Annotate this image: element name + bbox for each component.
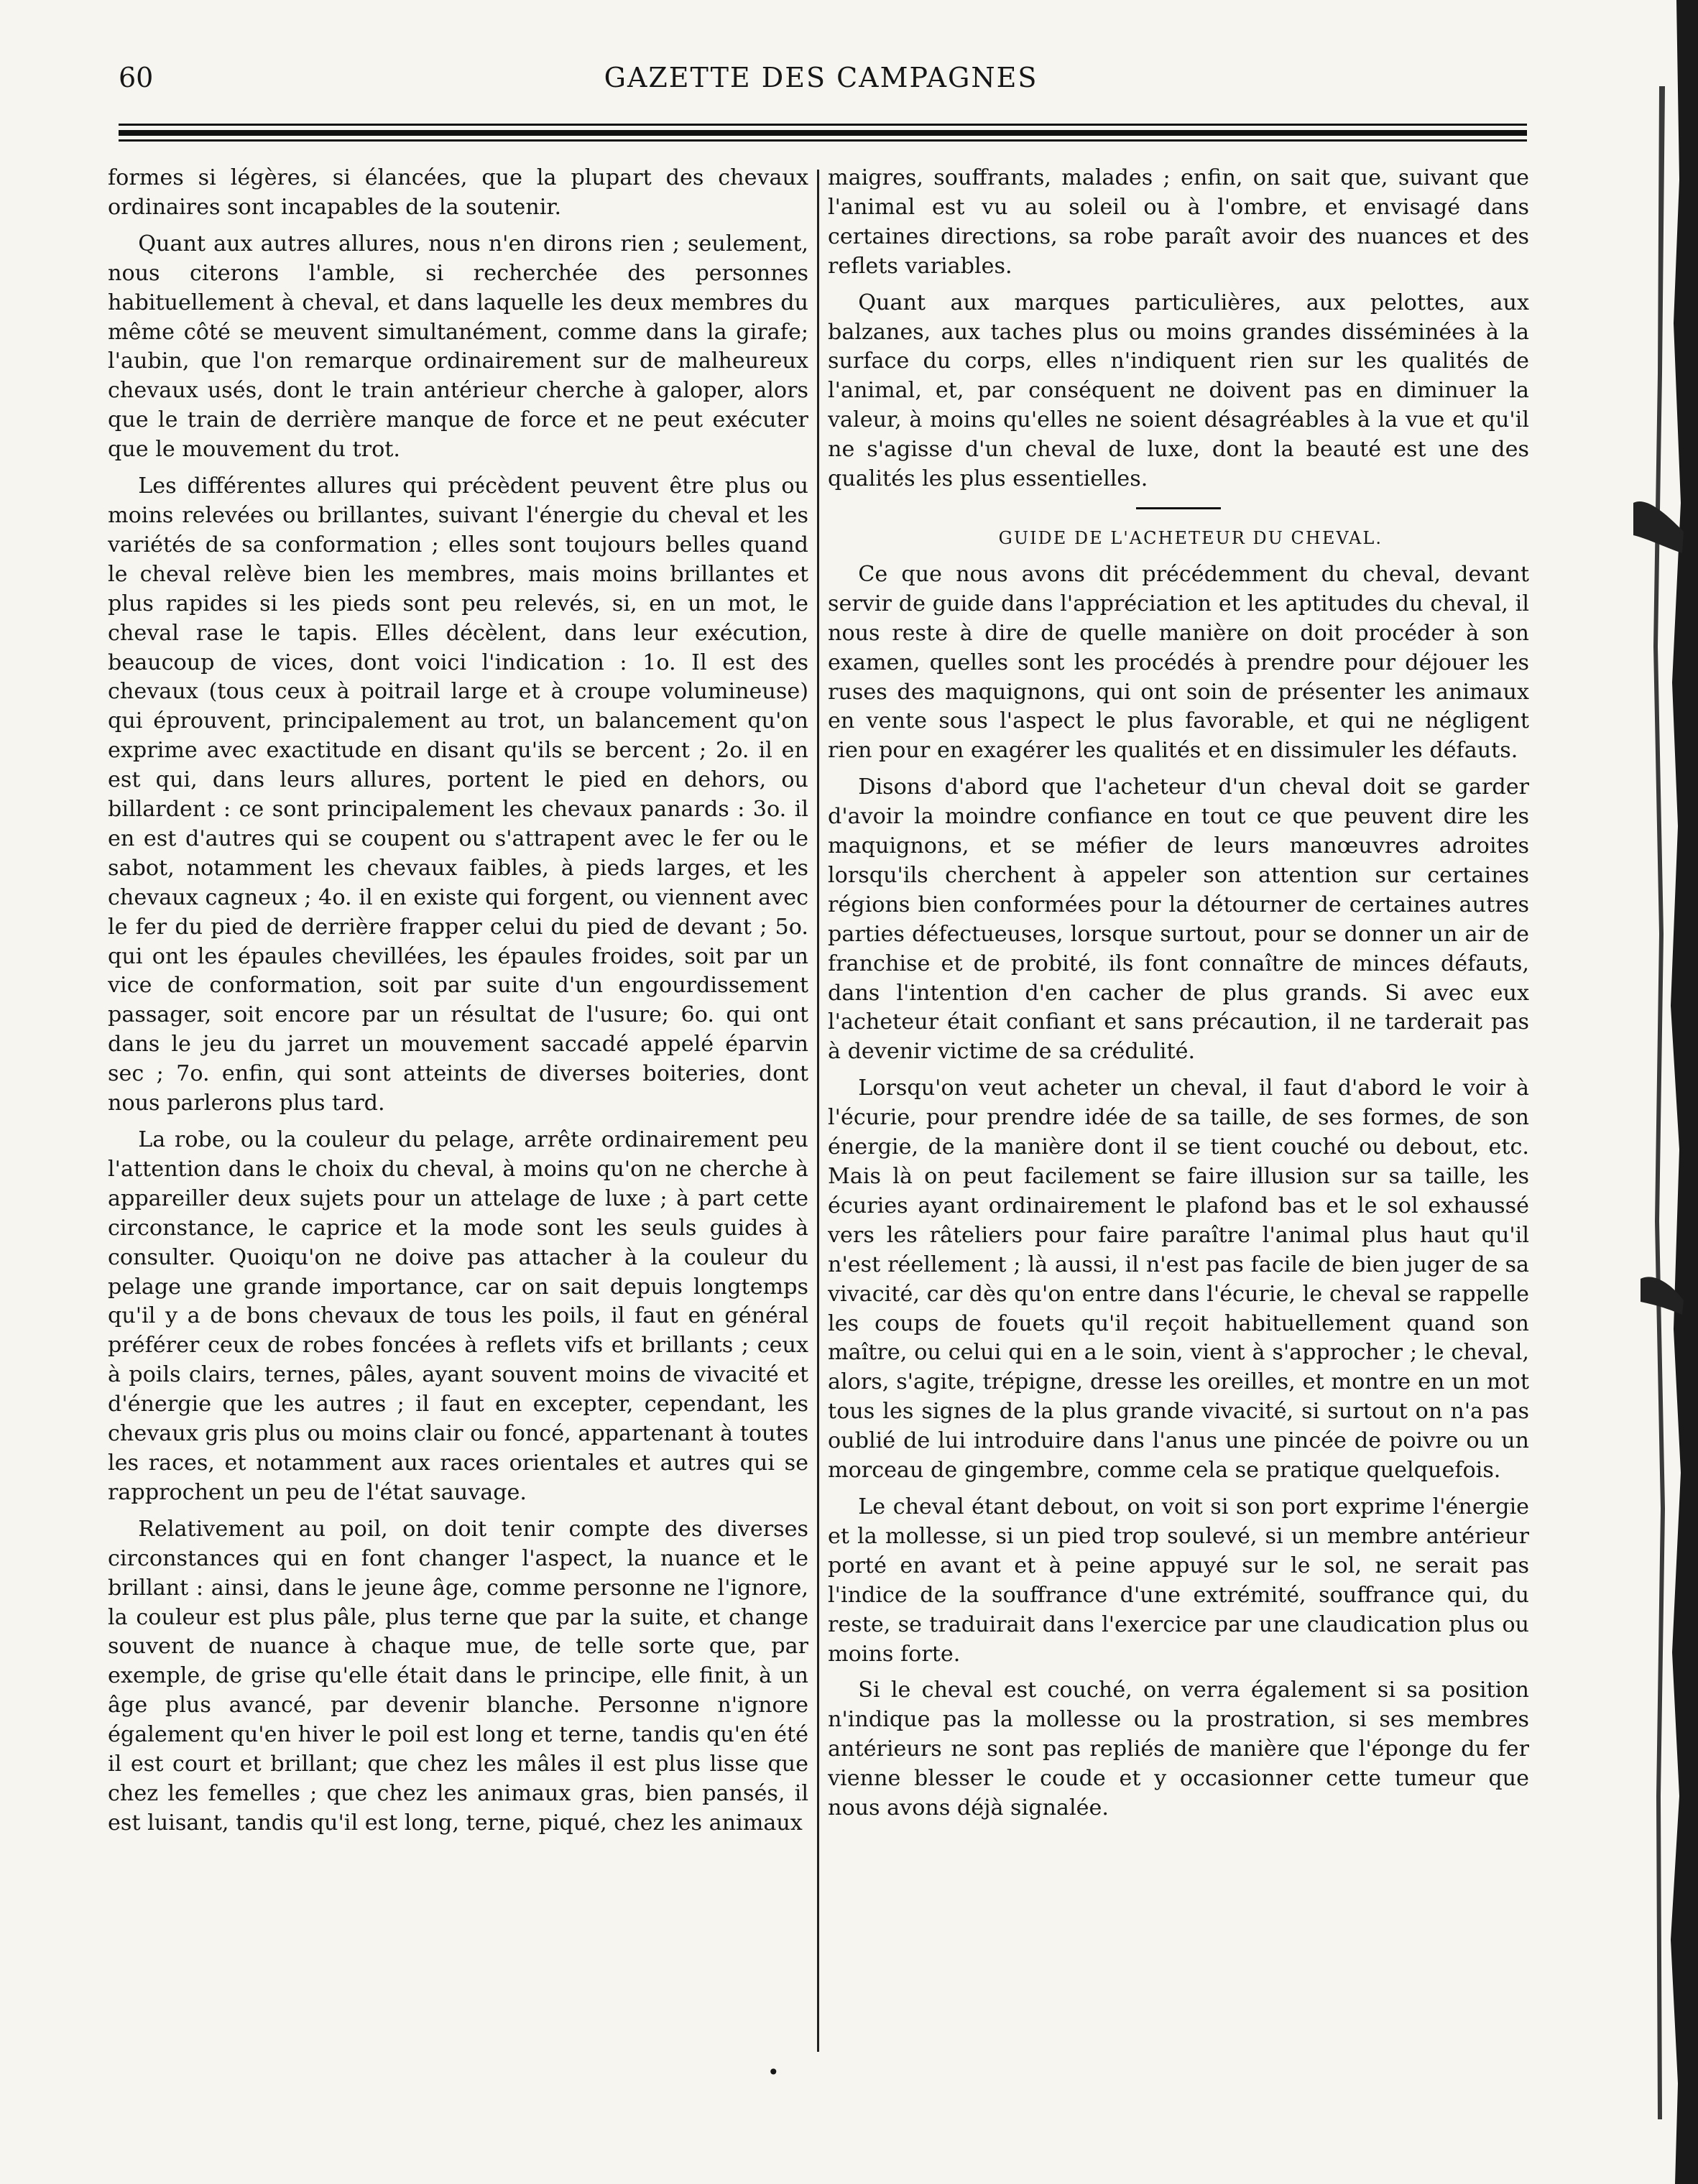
- paragraph: La robe, ou la couleur du pelage, arrête ordinairement peu l'attention dans le choix du cheval, à moins qu'on ne cherche à appareiller deux sujets pour un attelage de luxe ; à part cette circonstance, le caprice et la mode sont les seuls guides à consulter. Quoiqu'on ne doive pas attacher à la couleur du pelage une grande importance, car on sait depuis longtemps qu'il y a de bons chevaux de tous les poils, il faut en général préférer ceux de robes foncées à reflets vifs et brillants ; ceux à poils clairs, ternes, pâles, ayant souvent moins de vivacité et d'énergie que les autres ; il faut en excepter, cependant, les chevaux gris plus ou moins clair ou foncé, appartenant à toutes les races, et notamment aux races orientales et autres qui se rapprochent un peu de l'état sauvage.: [108, 1127, 808, 1505]
- scanned-binding-edge: [1590, 0, 1698, 2184]
- paragraph: Quant aux marques particulières, aux pelottes, aux balzanes, aux taches plus ou moins grandes disséminées à la surface du corps, elles n'indiquent rien sur les qualités de l'animal, et, par conséquent ne doivent pas en diminuer la valeur, à moins qu'elles ne soient désagréables à la vue et qu'il ne s'agisse d'un cheval de luxe, dont la beauté est une des qualités les plus essentielles.: [828, 290, 1529, 492]
- page-title: GAZETTE DES CAMPAGNES: [604, 62, 1038, 93]
- right-column: [828, 164, 1529, 2060]
- paragraph: maigres, souffrants, malades ; enfin, on sait que, suivant que l'animal est vu au soleil ou à l'ombre, et envisagé dans certaines directions, sa robe paraît avoir des nuances et des reflets variables.: [828, 165, 1529, 279]
- header-rule-thin: [119, 124, 1527, 126]
- page-number: 60: [119, 62, 154, 93]
- paragraph: Disons d'abord que l'acheteur d'un cheval doit se garder d'avoir la moindre confiance en tout ce que peuvent dire les maquignons, et se méfier de leurs manœuvres adroites lorsqu'ils cherchent à appeler son attention sur certaines régions bien conformées pour la détourner de certaines autres parties défectueuses, lorsque surtout, pour se donner un air de franchise et de probité, ils font connaître de minces défauts, dans l'intention d'en cacher de plus grands. Si avec eux l'acheteur était confiant et sans précaution, il ne tarderait pas à devenir victime de sa crédulité.: [828, 774, 1529, 1065]
- paragraph: Si le cheval est couché, on verra également si sa position n'indique pas la mollesse ou la prostration, si ses membres antérieurs ne sont pas repliés de manière que l'éponge du fer vienne blesser le coude et y occasionner cette tumeur que nous avons déjà signalée.: [828, 1678, 1529, 1821]
- header-rule-thin-lower: [119, 139, 1527, 142]
- paragraph: Les différentes allures qui précèdent peuvent être plus ou moins relevées ou brillantes, suivant l'énergie du cheval et les variétés de sa conformation ; elles sont toujours belles quand le cheval relève bien les membres, mais moins brillantes et plus rapides si les pieds sont peu relevés, si, en un mot, le cheval rase le tapis. Elles décèlent, dans leur exécution, beaucoup de vices, dont voici l'indication : 1o. Il est des chevaux (tous ceux à poitrail large et à croupe volumineuse) qui éprouvent, principalement au trot, un balancement qu'on exprime avec exactitude en disant qu'ils se bercent ; 2o. il en est qui, dans leurs allures, portent le pied en dehors, ou billardent : ce sont principalement les chevaux panards : 3o. il en est d'autres qui se coupent ou s'attrapent avec le fer ou le sabot, notamment les chevaux faibles, à pieds larges, et les chevaux cagneux ; 4o. il en existe qui forgent, ou viennent avec le fer du pied de derrière frapper celui du pied de devant ; 5o. qui ont les épaules chevillées, les épaules froides, soit par un vice de conformation, soit par suite d'un engourdissement passager, soit encore par un résultat de l'usure; 6o. qui ont dans le jeu du jarret un mouvement saccadé appelé éparvin sec ; 7o. enfin, qui sont atteints de diverses boiteries, dont nous parlerons plus tard.: [108, 473, 808, 1116]
- footer-dot: •: [767, 2060, 780, 2084]
- section-heading: GUIDE DE L'ACHETEUR DU CHEVAL.: [998, 527, 1383, 548]
- left-column: [108, 164, 808, 2060]
- paragraph: Le cheval étant debout, on voit si son port exprime l'énergie et la mollesse, si un pied trop soulevé, si un membre antérieur porté en avant et à peine appuyé sur le sol, ne serait pas l'indice de la souffrance d'une extrémité, souffrance qui, du reste, se traduirait dans l'exercice par une claudication plus ou moins forte.: [828, 1494, 1529, 1667]
- column-divider: [817, 170, 819, 2052]
- page-header: [119, 62, 1523, 105]
- header-rule-thick: [119, 130, 1527, 136]
- paragraph: Quant aux autres allures, nous n'en dirons rien ; seulement, nous citerons l'amble, si recherchée des personnes habituellement à cheval, et dans laquelle les deux membres du même côté se meuvent simultanément, comme dans la girafe; l'aubin, que l'on remarque ordinairement sur de malheureux chevaux usés, dont le train antérieur cherche à galoper, alors que le train de derrière manque de force et ne peut exécuter que le mouvement du trot.: [108, 231, 808, 463]
- section-divider: [1136, 507, 1221, 509]
- paragraph: Ce que nous avons dit précédemment du cheval, devant servir de guide dans l'appréciation et les aptitudes du cheval, il nous reste à dire de quelle manière on doit procéder à son examen, quelles sont les procédés à prendre pour déjouer les ruses des maquignons, qui ont soin de présenter les animaux en vente sous l'aspect le plus favorable, et qui ne négligent rien pour en exagérer les qualités et en dissimuler les défauts.: [828, 561, 1529, 764]
- paragraph: Relativement au poil, on doit tenir compte des diverses circonstances qui en font changer l'aspect, la nuance et le brillant : ainsi, dans le jeune âge, comme personne ne l'ignore, la couleur est plus pâle, plus terne que par la suite, et change souvent de nuance à chaque mue, de telle sorte que, par exemple, de grise qu'elle était dans le principe, elle finit, à un âge plus avancé, par devenir blanche. Personne n'ignore également qu'en hiver le poil est long et terne, tandis qu'en été il est court et brillant; que chez les mâles il est plus lisse que chez les femelles ; que chez les animaux gras, bien pansés, il est luisant, tandis qu'il est long, terne, piqué, chez les animaux: [108, 1516, 808, 1836]
- paragraph: formes si légères, si élancées, que la plupart des chevaux ordinaires sont incapables de la soutenir.: [108, 165, 808, 220]
- paragraph: Lorsqu'on veut acheter un cheval, il faut d'abord le voir à l'écurie, pour prendre idée de sa taille, de ses formes, de son énergie, de la manière dont il se tient couché ou debout, etc. Mais là on peut facilement se faire illusion sur sa taille, les écuries ayant ordinairement le plafond bas et le sol exhaussé vers les râteliers pour faire paraître l'animal plus haut qu'il n'est réellement ; là aussi, il n'est pas facile de bien juger de sa vivacité, car dès qu'on entre dans l'écurie, le cheval se rappelle les coups de fouets qu'il reçoit habituellement quand son maître, ou celui qui en a le soin, vient à s'approcher ; le cheval, alors, s'agite, trépigne, dresse les oreilles, et montre en un mot tous les signes de la plus grande vivacité, si surtout on n'a pas oublié de lui introduire dans l'anus une pincée de poivre ou un morceau de gingembre, comme cela se pratique quelquefois.: [828, 1075, 1529, 1484]
